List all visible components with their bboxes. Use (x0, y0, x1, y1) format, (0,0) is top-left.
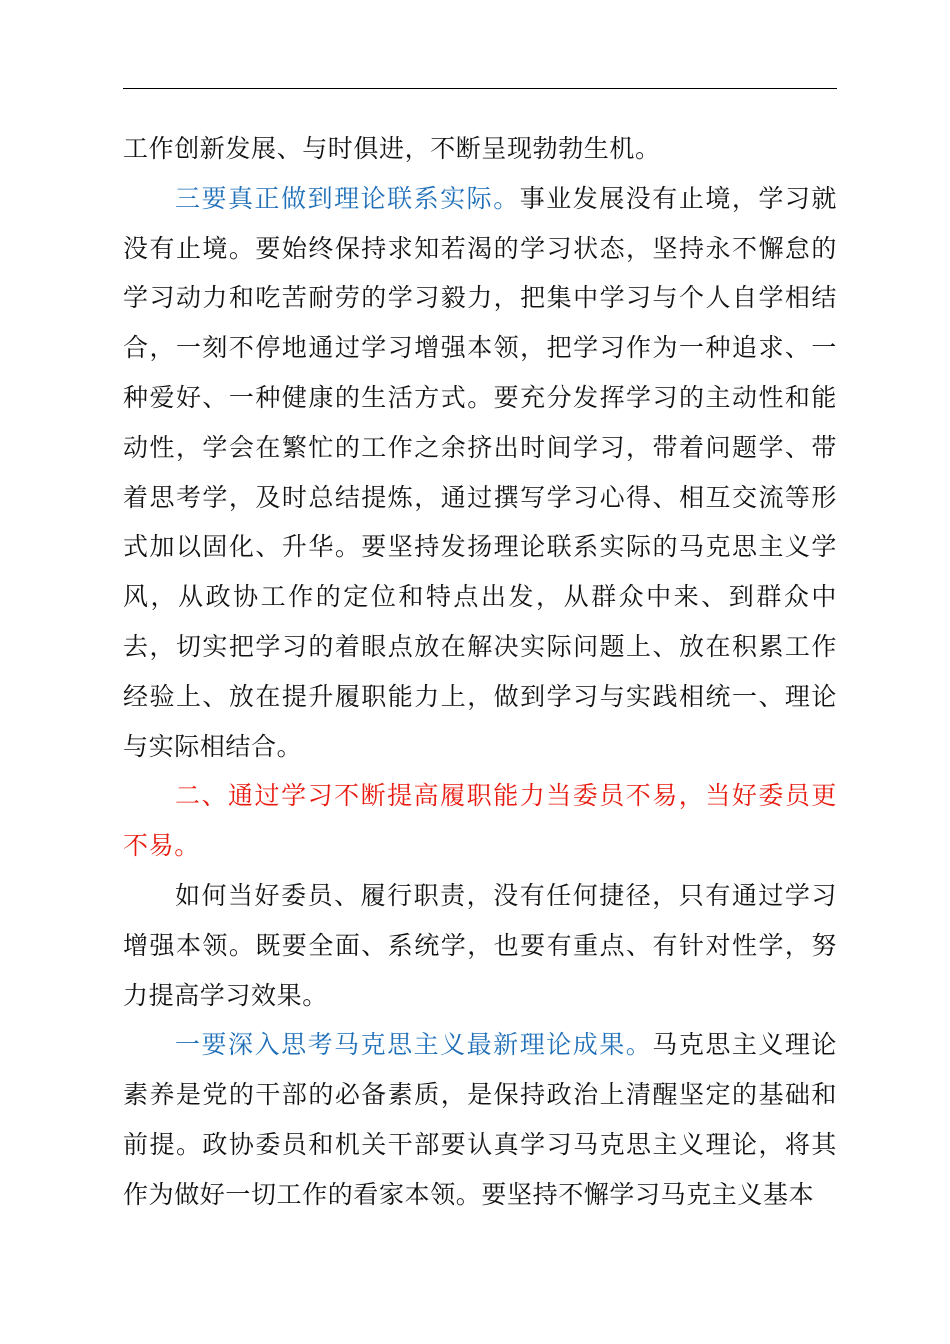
section-heading-text: 二、通过学习不断提高履职能力当委员不易，当好委员更不易。 (123, 781, 837, 861)
paragraph-text: 如何当好委员、履行职责，没有任何捷径，只有通过学习增强本领。既要全面、系统学，也要有重点、有针对性学，努力提高学习效果。 (123, 880, 837, 1010)
point-heading: 三要真正做到理论联系实际。 (175, 183, 520, 213)
paragraph-point-one (123, 1020, 837, 1219)
paragraph-point-three (123, 174, 837, 772)
point-heading: 一要深入思考马克思主义最新理论成果。 (175, 1030, 653, 1060)
document-body (123, 124, 837, 1220)
section-heading (123, 771, 837, 871)
paragraph-text: 马克思主义理论素养是党的干部的必备素质，是保持政治上清醒坚定的基础和前提。政协委员和机关干部要认真学习马克思主义理论，将其作为做好一切工作的看家本领。要坚持不懈学习马克主义基本 (123, 1030, 837, 1209)
paragraph-text: 事业发展没有止境，学习就没有止境。要始终保持求知若渴的学习状态，坚持永不懈怠的学习动力和吃苦耐劳的学习毅力，把集中学习与个人自学相结合，一刻不停地通过学习增强本领，把学习作为一种追求、一种爱好、一种健康的生活方式。要充分发挥学习的主动性和能动性，学会在繁忙的工作之余挤出时间学习，带着问题学、带着思考学，及时总结提炼，通过撰写学习心得、相互交流等形式加以固化、升华。要坚持发扬理论联系实际的马克思主义学风，从政协工作的定位和特点出发，从群众中来、到群众中去，切实把学习的着眼点放在解决实际问题上、放在积累工作经验上、放在提升履职能力上，做到学习与实践相统一、理论与实际相结合。 (123, 183, 837, 761)
paragraph-intro (123, 871, 837, 1020)
header-rule (123, 88, 837, 89)
paragraph-continuation (123, 124, 837, 174)
paragraph-text: 工作创新发展、与时俱进，不断呈现勃勃生机。 (123, 134, 661, 163)
